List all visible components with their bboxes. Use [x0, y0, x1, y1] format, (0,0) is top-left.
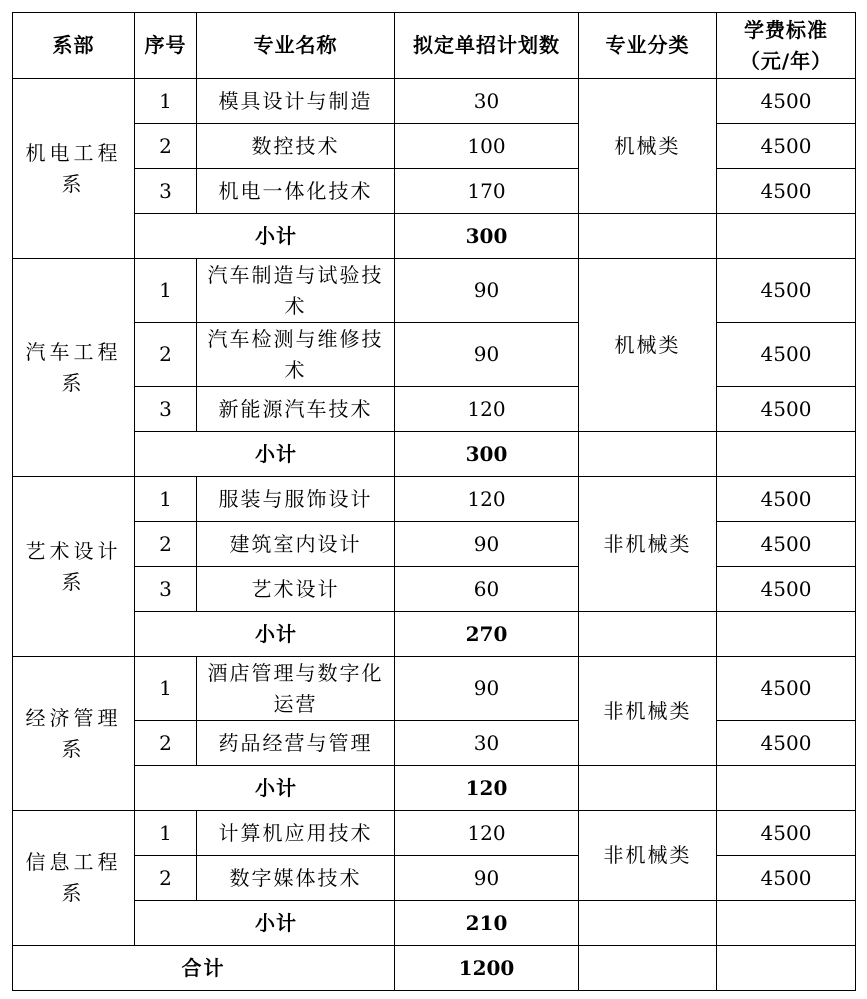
fee-cell: 4500 — [717, 259, 856, 323]
table-row — [13, 811, 856, 856]
empty-cell — [579, 901, 717, 946]
seq-cell: 1 — [135, 811, 197, 856]
table-row — [13, 657, 856, 721]
plan-cell: 170 — [395, 169, 579, 214]
header-plan: 拟定单招计划数 — [395, 13, 579, 79]
subtotal-row — [13, 432, 856, 477]
table-row — [13, 856, 856, 901]
fee-cell: 4500 — [717, 79, 856, 124]
fee-cell: 4500 — [717, 477, 856, 522]
table-row — [13, 522, 856, 567]
seq-cell: 1 — [135, 259, 197, 323]
subtotal-row — [13, 901, 856, 946]
major-name: 机电一体化技术 — [197, 169, 395, 214]
dept-name: 机电工程系 — [13, 79, 135, 259]
subtotal-value: 270 — [395, 612, 579, 657]
subtotal-value: 300 — [395, 432, 579, 477]
plan-cell: 120 — [395, 811, 579, 856]
plan-cell: 60 — [395, 567, 579, 612]
category-cell: 非机械类 — [579, 657, 717, 766]
seq-cell: 2 — [135, 124, 197, 169]
fee-cell: 4500 — [717, 856, 856, 901]
dept-name: 信息工程系 — [13, 811, 135, 946]
category-cell: 机械类 — [579, 259, 717, 432]
seq-cell: 3 — [135, 169, 197, 214]
subtotal-value: 210 — [395, 901, 579, 946]
subtotal-row — [13, 612, 856, 657]
fee-cell: 4500 — [717, 323, 856, 387]
fee-cell: 4500 — [717, 387, 856, 432]
seq-cell: 2 — [135, 323, 197, 387]
major-name: 计算机应用技术 — [197, 811, 395, 856]
major-name: 服装与服饰设计 — [197, 477, 395, 522]
empty-cell — [579, 432, 717, 477]
subtotal-row — [13, 766, 856, 811]
dept-name: 汽车工程系 — [13, 259, 135, 477]
table-row — [13, 387, 856, 432]
header-row — [13, 13, 856, 79]
plan-cell: 90 — [395, 259, 579, 323]
subtotal-label: 小计 — [135, 612, 395, 657]
table-row — [13, 259, 856, 323]
major-name: 艺术设计 — [197, 567, 395, 612]
header-major: 专业名称 — [197, 13, 395, 79]
empty-cell — [717, 214, 856, 259]
subtotal-value: 300 — [395, 214, 579, 259]
fee-cell: 4500 — [717, 169, 856, 214]
major-name: 新能源汽车技术 — [197, 387, 395, 432]
major-name: 建筑室内设计 — [197, 522, 395, 567]
fee-cell: 4500 — [717, 657, 856, 721]
empty-cell — [717, 766, 856, 811]
plan-cell: 90 — [395, 522, 579, 567]
fee-cell: 4500 — [717, 811, 856, 856]
empty-cell — [579, 214, 717, 259]
plan-cell: 90 — [395, 856, 579, 901]
header-category: 专业分类 — [579, 13, 717, 79]
major-name: 数字媒体技术 — [197, 856, 395, 901]
total-value: 1200 — [395, 946, 579, 991]
major-name: 汽车制造与试验技术 — [197, 259, 395, 323]
empty-cell — [717, 432, 856, 477]
empty-cell — [717, 901, 856, 946]
category-cell: 非机械类 — [579, 811, 717, 901]
header-fee: 学费标准（元/年） — [717, 13, 856, 79]
empty-cell — [717, 612, 856, 657]
seq-cell: 1 — [135, 657, 197, 721]
plan-cell: 100 — [395, 124, 579, 169]
table-row — [13, 124, 856, 169]
fee-cell: 4500 — [717, 124, 856, 169]
category-cell: 机械类 — [579, 79, 717, 214]
header-seq: 序号 — [135, 13, 197, 79]
total-row — [13, 946, 856, 991]
subtotal-label: 小计 — [135, 214, 395, 259]
table-row — [13, 477, 856, 522]
table-row — [13, 567, 856, 612]
major-name: 药品经营与管理 — [197, 721, 395, 766]
plan-cell: 90 — [395, 657, 579, 721]
total-label: 合计 — [13, 946, 395, 991]
major-name: 汽车检测与维修技术 — [197, 323, 395, 387]
major-name: 数控技术 — [197, 124, 395, 169]
empty-cell — [717, 946, 856, 991]
table-row — [13, 323, 856, 387]
dept-name: 经济管理系 — [13, 657, 135, 811]
table-row — [13, 169, 856, 214]
enrollment-plan-table — [12, 12, 856, 991]
seq-cell: 3 — [135, 387, 197, 432]
seq-cell: 1 — [135, 477, 197, 522]
major-name: 酒店管理与数字化运营 — [197, 657, 395, 721]
subtotal-value: 120 — [395, 766, 579, 811]
table-row — [13, 79, 856, 124]
table-row — [13, 721, 856, 766]
seq-cell: 2 — [135, 856, 197, 901]
plan-cell: 120 — [395, 387, 579, 432]
fee-cell: 4500 — [717, 567, 856, 612]
seq-cell: 2 — [135, 522, 197, 567]
category-cell: 非机械类 — [579, 477, 717, 612]
plan-cell: 30 — [395, 79, 579, 124]
subtotal-label: 小计 — [135, 766, 395, 811]
fee-cell: 4500 — [717, 721, 856, 766]
seq-cell: 1 — [135, 79, 197, 124]
subtotal-label: 小计 — [135, 432, 395, 477]
empty-cell — [579, 946, 717, 991]
plan-cell: 90 — [395, 323, 579, 387]
seq-cell: 3 — [135, 567, 197, 612]
dept-name: 艺术设计系 — [13, 477, 135, 657]
empty-cell — [579, 612, 717, 657]
fee-cell: 4500 — [717, 522, 856, 567]
plan-cell: 30 — [395, 721, 579, 766]
major-name: 模具设计与制造 — [197, 79, 395, 124]
header-dept: 系部 — [13, 13, 135, 79]
plan-cell: 120 — [395, 477, 579, 522]
subtotal-row — [13, 214, 856, 259]
subtotal-label: 小计 — [135, 901, 395, 946]
seq-cell: 2 — [135, 721, 197, 766]
empty-cell — [579, 766, 717, 811]
